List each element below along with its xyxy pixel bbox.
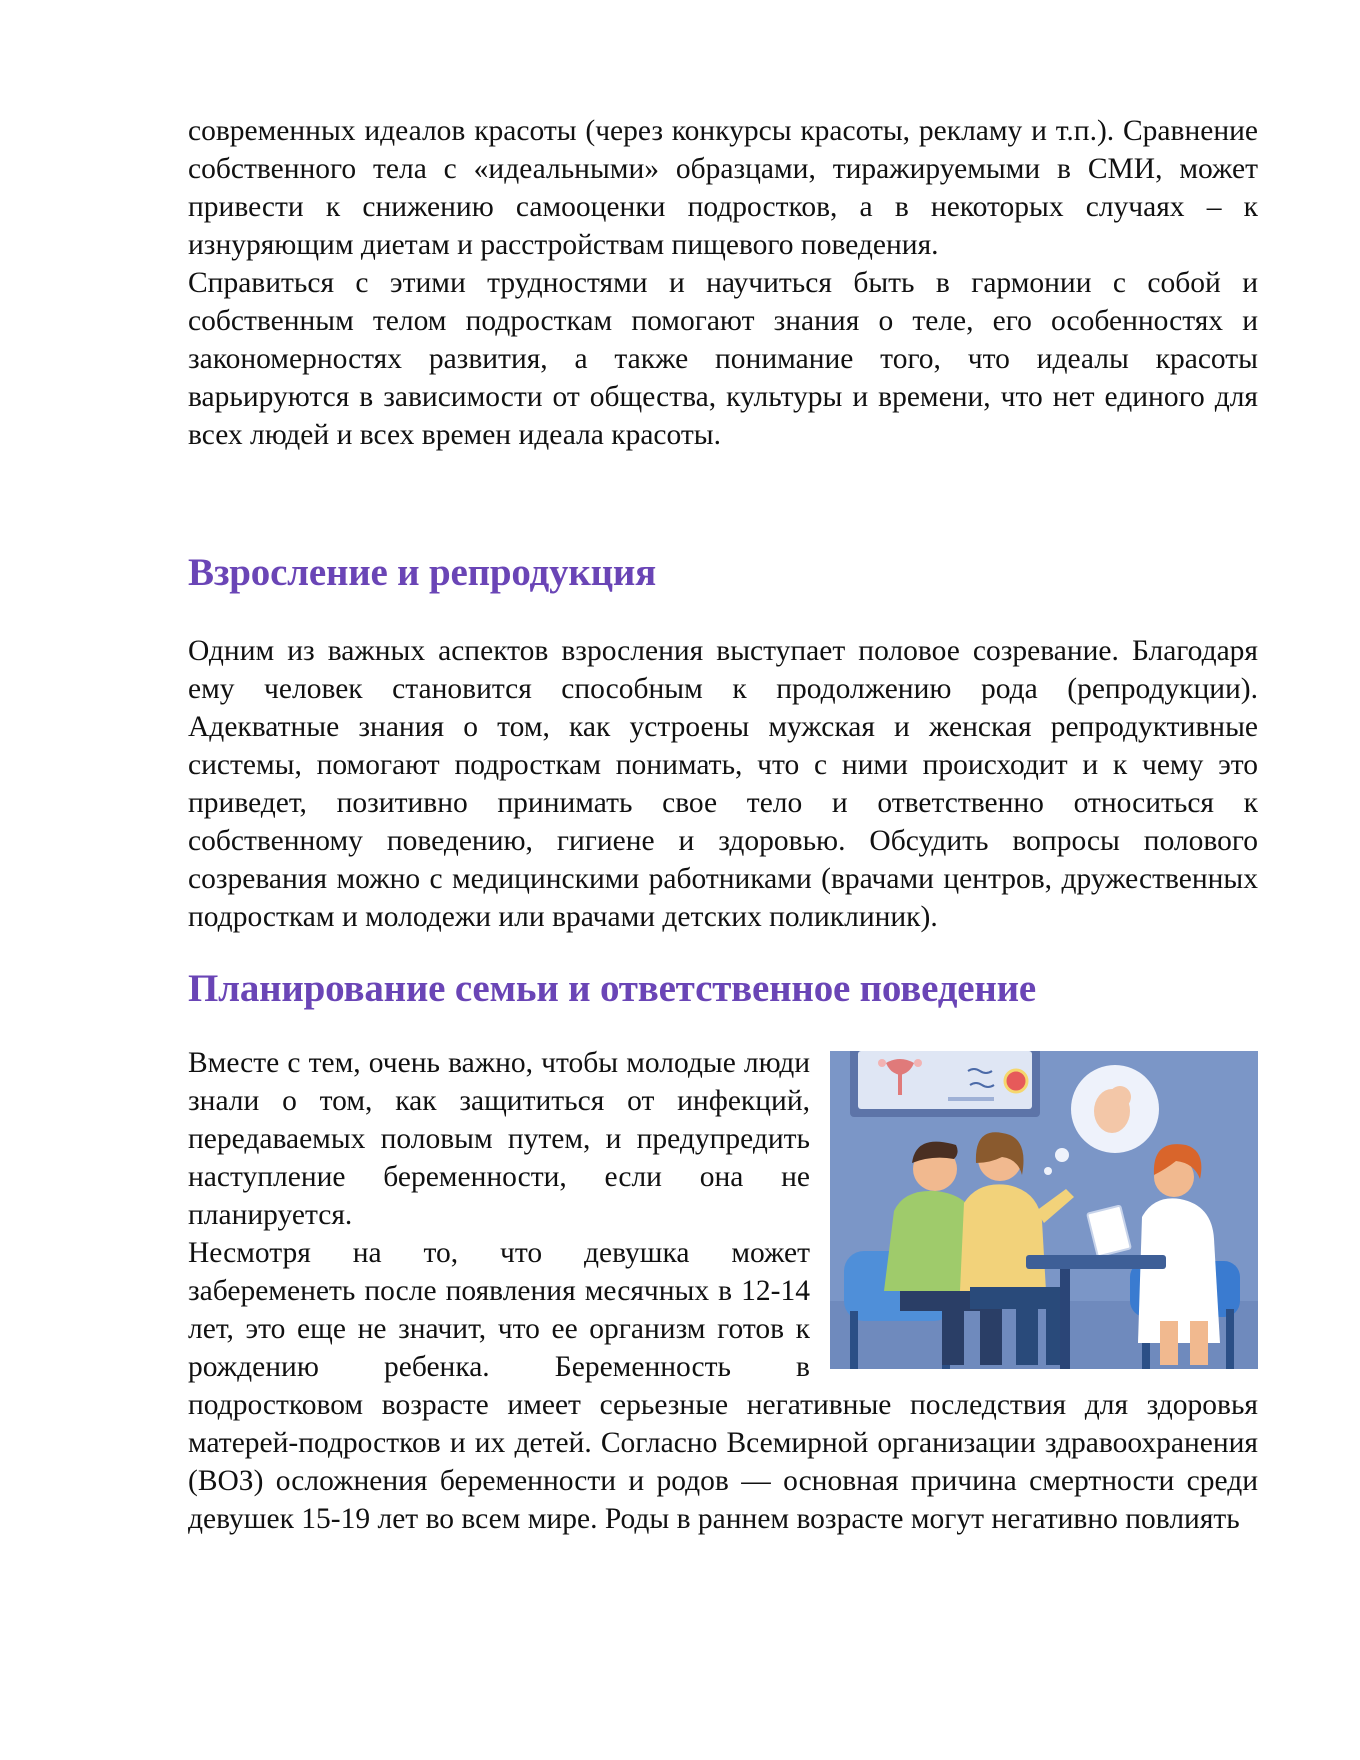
section-heading-maturation: Взросление и репродукция bbox=[188, 551, 657, 594]
paragraph-protection: Вместе с тем, очень важно, чтобы молодые люди знали о том, как защититься от инфекций, передаваемых половым путем, и предупредить наступление беременности, если она не планируется. bbox=[188, 1047, 810, 1231]
paragraph-teen-pregnancy: Несмотря на то, что девушка может забеременеть после появления месячных в 12-14 лет, это еще не значит, что ее организм готов к рождению ребенка. Беременность в подростковом возрасте имеет серьезные негативные последствия для здоровья матерей-подростков и их детей. Согласно Всемирной организации здравоохранения (ВОЗ) осложнения беременности и родов — основная причина смертности среди девушек 15-19 лет во всем мире. Роды в раннем возрасте могут негативно повлиять bbox=[188, 1237, 1258, 1535]
family-planning-section bbox=[188, 1044, 1258, 1538]
section-heading-family-planning: Планирование семьи и ответственное поведение bbox=[188, 967, 1037, 1010]
document-page bbox=[188, 112, 1258, 1538]
anatomy-poster-icon bbox=[850, 1051, 1040, 1117]
paragraph-body-harmony: Справиться с этими трудностями и научиться быть в гармонии с собой и собственным телом подросткам помогают знания о теле, его особенностях и закономерностях развития, а также понимание того, что идеалы красоты варьируются в зависимости от общества, культуры и времени, что нет единого для всех людей и всех времен идеала красоты. bbox=[188, 267, 1258, 451]
paragraph-puberty: Одним из важных аспектов взросления выступает половое созревание. Благодаря ему человек становится способным к продолжению рода (репродукции). Адекватные знания о том, как устроены мужская и женская репродуктивные системы, помогают подросткам понимать, что с ними происходит и к чему это приведет, позитивно принимать свое тело и ответственно относиться к собственному поведению, гигиене и здоровью. Обсудить вопросы полового созревания можно с медицинскими работниками (врачами центров, дружественных подросткам и молодежи или врачами детских поликлиник). bbox=[188, 635, 1258, 933]
paragraph-beauty-ideals: современных идеалов красоты (через конкурсы красоты, рекламу и т.п.). Сравнение собственного тела с «идеальными» образцами, тиражируемыми в СМИ, может привести к снижению самооценки подростков, а в некоторых случаях – к изнуряющим диетам и расстройствам пищевого поведения. bbox=[188, 115, 1258, 261]
doctor-consultation-illustration bbox=[830, 1051, 1258, 1369]
